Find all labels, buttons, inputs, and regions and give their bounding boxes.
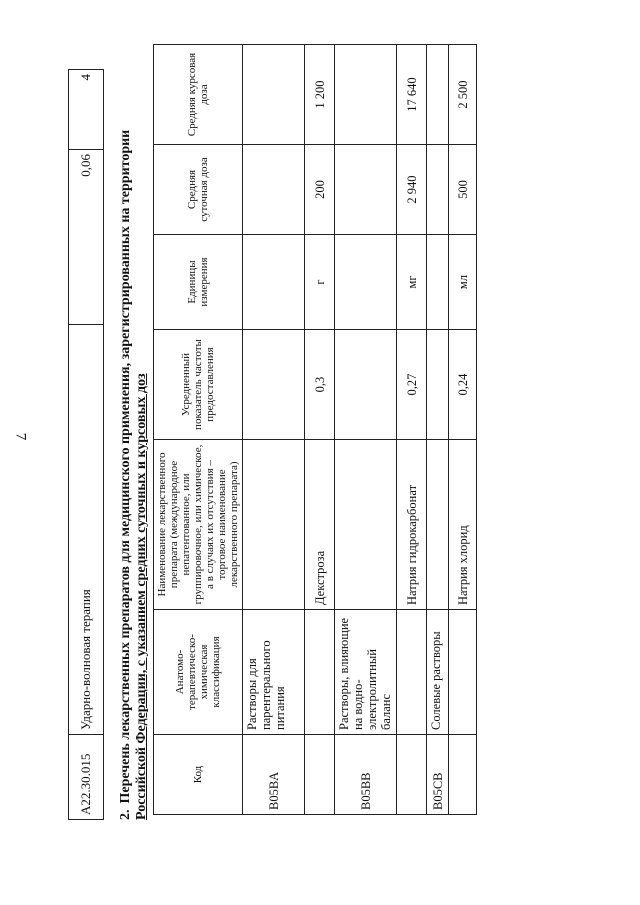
row-code: B05CB [427, 735, 449, 815]
service-code: A22.30.015 [69, 735, 104, 820]
row-course: 2 500 [449, 45, 477, 145]
row-frequency: 0,27 [397, 330, 427, 440]
rotated-page [20, 10, 640, 890]
table-row [335, 45, 397, 815]
service-multiplicity: 4 [69, 70, 104, 150]
row-unit: мл [449, 235, 477, 330]
service-name: Ударно-волновая терапия [69, 325, 104, 735]
row-code: B05BB [335, 735, 397, 815]
top-table [68, 69, 104, 820]
row-drug: Натрия хлорид [449, 440, 477, 610]
row-drug: Натрия гидрокарбонат [397, 440, 427, 610]
service-frequency: 0,06 [69, 150, 104, 325]
row-frequency: 0,24 [449, 330, 477, 440]
row-course: 17 640 [397, 45, 427, 145]
header-row [154, 45, 243, 815]
row-atc: Растворы, влияющие на водно-электролитный баланс [335, 610, 397, 735]
header-atc: Анатомо-терапевтическо-химическая классификация [154, 610, 243, 735]
header-course: Средняя курсовая доза [154, 45, 243, 145]
section-title-line2: Российской Федерации, с указанием средних суточных и курсовых доз [134, 373, 149, 820]
table-row [69, 70, 104, 820]
header-unit: Единицы измерения [154, 235, 243, 330]
row-daily: 500 [449, 145, 477, 235]
header-drug: Наименование лекарственного препарата (международное непатентованное, или группировочное, или химическое, а в случаях их отсутствия – торговое наименование лекарственного препарата) [154, 440, 243, 610]
row-unit: г [305, 235, 335, 330]
row-code: B05BA [243, 735, 305, 815]
table-row [427, 45, 449, 815]
header-frequency: Усредненный показатель частоты предоставления [154, 330, 243, 440]
row-frequency: 0,3 [305, 330, 335, 440]
header-daily: Средняя суточная доза [154, 145, 243, 235]
row-daily: 200 [305, 145, 335, 235]
row-course: 1 200 [305, 45, 335, 145]
table-row [449, 45, 477, 815]
row-atc: Солевые растворы [427, 610, 449, 735]
drugs-table [153, 44, 477, 815]
row-unit: мг [397, 235, 427, 330]
table-row [305, 45, 335, 815]
section-heading [118, 20, 150, 820]
row-daily: 2 940 [397, 145, 427, 235]
section-number: 2. [118, 809, 133, 820]
row-drug: Декстроза [305, 440, 335, 610]
section-title-line1: Перечень лекарственных препаратов для медицинского применения, зарегистрированных на территории [118, 129, 133, 804]
header-code: Код [154, 735, 243, 815]
table-row [397, 45, 427, 815]
page-number: 7 [12, 432, 29, 441]
table-row [243, 45, 305, 815]
row-atc: Растворы для парентерального питания [243, 610, 305, 735]
